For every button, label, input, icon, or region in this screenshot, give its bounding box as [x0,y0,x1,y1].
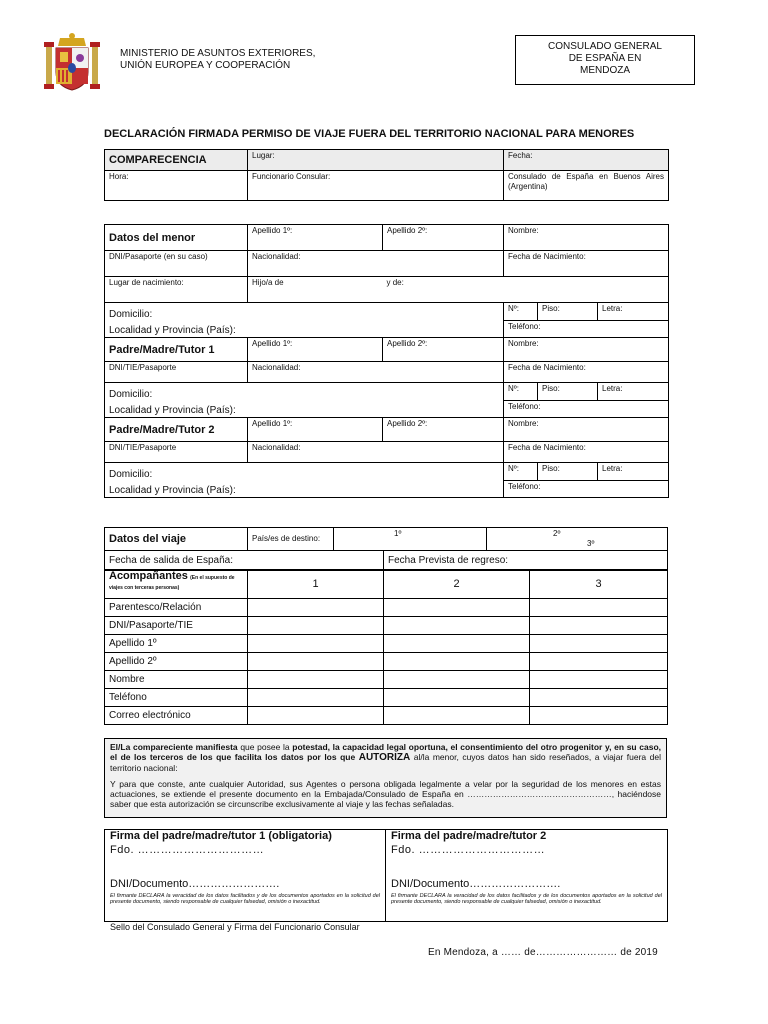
tutor2-fecha-nac-field[interactable]: Fecha de Nacimiento: [504,442,669,463]
menor-domicilio-field[interactable]: Domicilio: [105,303,504,321]
input-cell[interactable] [248,707,384,725]
acompanantes-table [104,569,668,725]
input-cell[interactable] [530,671,668,689]
row-label: Nombre [105,671,248,689]
tutor2-apellido2-field[interactable]: Apellido 2º: [383,418,504,442]
firma-tutor1-dni: DNI/Documento……………………. [110,878,280,890]
ministry-line-2: UNIÓN EUROPEA Y COOPERACIÓN [120,60,291,71]
table-row [105,617,668,635]
input-cell[interactable] [248,635,384,653]
tutor1-n-field[interactable]: Nº: [504,383,538,401]
table-row [105,671,668,689]
ministry-name [120,48,315,72]
input-cell[interactable] [384,617,530,635]
destino-3-label: 3º [587,539,595,548]
tutor2-letra-field[interactable]: Letra: [598,463,669,481]
persons-table [104,224,669,498]
input-cell[interactable] [530,635,668,653]
firma-tutor2-fdo: Fdo. …………………………… [391,844,546,856]
destino-2-3-field[interactable] [487,528,668,551]
tutor2-localidad-field[interactable]: Localidad y Provincia (País): [105,481,504,498]
viaje-heading: Datos del viaje [105,528,248,551]
input-cell[interactable] [530,707,668,725]
menor-nombre-field[interactable]: Nombre: [504,225,669,251]
menor-piso-field[interactable]: Piso: [538,303,598,321]
menor-telefono-field[interactable]: Teléfono: [504,321,669,338]
consulate-line-3: MENDOZA [580,65,630,76]
table-row [105,653,668,671]
tutor2-dni-field[interactable]: DNI/TIE/Pasaporte [105,442,248,463]
declaration-text-2: al/la menor, cuyos datos han sido reseñados, a viajar fuera del territorio nacional: [110,752,661,773]
row-label: Apellido 1º [105,635,248,653]
consulado-field: Consulado de España en Buenos Aires (Argentina) [504,171,669,201]
destino-1-field[interactable]: 1º [334,528,487,551]
input-cell[interactable] [248,617,384,635]
table-row [105,689,668,707]
row-label: DNI/Pasaporte/TIE [105,617,248,635]
tutor1-apellido2-field[interactable]: Apellido 2º: [383,338,504,362]
firma-tutor1-box[interactable] [105,830,386,922]
table-row [105,599,668,617]
menor-heading: Datos del menor [105,225,248,251]
tutor2-nombre-field[interactable]: Nombre: [504,418,669,442]
input-cell[interactable] [248,671,384,689]
document-title: DECLARACIÓN FIRMADA PERMISO DE VIAJE FUERA DEL TERRITORIO NACIONAL PARA MENORES [104,128,635,140]
destino-label: País/es de destino: [248,528,334,551]
comparecencia-table [104,149,669,201]
hora-field[interactable]: Hora: [105,171,248,201]
declaration-compareciente: El/La compareciente manifiesta [110,742,238,752]
tutor1-apellido1-field[interactable]: Apellido 1º: [248,338,383,362]
tutor1-fecha-nac-field[interactable]: Fecha de Nacimiento: [504,362,669,383]
acompanante-col-2: 2 [384,570,530,599]
tutor1-dni-field[interactable]: DNI/TIE/Pasaporte [105,362,248,383]
input-cell[interactable] [384,653,530,671]
input-cell[interactable] [248,653,384,671]
tutor2-domicilio-field[interactable]: Domicilio: [105,463,504,481]
input-cell[interactable] [530,599,668,617]
tutor1-piso-field[interactable]: Piso: [538,383,598,401]
input-cell[interactable] [530,653,668,671]
firma-tutor2-dni: DNI/Documento……………………. [391,878,561,890]
tutor2-nacionalidad-field[interactable]: Nacionalidad: [248,442,504,463]
tutor1-nacionalidad-field[interactable]: Nacionalidad: [248,362,504,383]
declaration-paragraph-2: Y para que conste, ante cualquier Autoridad, sus Agentes o persona obligada legalmente a velar por la seguridad de los menores en estas actuaciones, se extiende el presente documento en la Embajada/Consulado de España en ……………………………………………, haciéndose saber que esta autorización se circunscribe exclusivamente al viaje y las fechas señaladas. [110,779,661,809]
tutor2-piso-field[interactable]: Piso: [538,463,598,481]
menor-apellido1-field[interactable]: Apellido 1º: [248,225,383,251]
menor-dni-field[interactable]: DNI/Pasaporte (en su caso) [105,251,248,277]
menor-y-de-field[interactable]: y de: [383,277,669,303]
menor-localidad-field[interactable]: Localidad y Provincia (País): [105,321,504,338]
tutor1-nombre-field[interactable]: Nombre: [504,338,669,362]
declaration-potestad: potestad, la capacidad legal oportuna, el consentimiento del otro progenitor y, en su caso, el de los terceros de los que facilita los datos por los que [110,742,662,762]
tutor1-heading: Padre/Madre/Tutor 1 [105,338,248,362]
row-label: Parentesco/Relación [105,599,248,617]
menor-letra-field[interactable]: Letra: [598,303,669,321]
input-cell[interactable] [248,689,384,707]
row-label: Teléfono [105,689,248,707]
firma-table [104,829,668,922]
menor-fecha-nac-field[interactable]: Fecha de Nacimiento: [504,251,669,277]
acompanantes-note: (En el supuesto de viajes con terceras personas) [109,575,235,591]
acompanante-col-3: 3 [530,570,668,599]
row-label: Apellido 2º [105,653,248,671]
input-cell[interactable] [384,689,530,707]
acompanante-col-1: 1 [248,570,384,599]
menor-nacionalidad-field[interactable]: Nacionalidad: [248,251,504,277]
tutor1-telefono-field[interactable]: Teléfono: [504,401,669,418]
declaration-box [104,738,667,818]
input-cell[interactable] [384,707,530,725]
tutor2-heading: Padre/Madre/Tutor 2 [105,418,248,442]
input-cell[interactable] [384,635,530,653]
lugar-field[interactable]: Lugar: [248,150,504,171]
place-date-line: En Mendoza, a …… de…………………… de 2019 [428,947,658,958]
input-cell[interactable] [384,599,530,617]
firma-tutor1-fdo: Fdo. …………………………… [110,844,265,856]
consulate-line-1: CONSULADO GENERAL [548,41,662,52]
salida-field[interactable]: Fecha de salida de España: [105,551,384,571]
menor-n-field[interactable]: Nº: [504,303,538,321]
destino-2-label: 2º [553,529,561,538]
tutor2-n-field[interactable]: Nº: [504,463,538,481]
firma-tutor2-box[interactable] [386,830,668,922]
firma-tutor2-disclaimer: El firmante DECLARA la veracidad de los datos facilitados y de los documentos aportados en la solicitud del presente documento, siendo responsable de cualquier falsedad, omisión o inexactitud. [391,893,662,905]
acompanantes-header-cell [105,570,248,599]
comparecencia-heading: COMPARECENCIA [105,150,248,171]
input-cell[interactable] [248,599,384,617]
consulate-line-2: DE ESPAÑA EN [568,53,642,64]
menor-apellido2-field[interactable]: Apellido 2º: [383,225,504,251]
fecha-field[interactable]: Fecha: [504,150,669,171]
tutor2-apellido1-field[interactable]: Apellido 1º: [248,418,383,442]
firma-tutor2-heading: Firma del padre/madre/tutor 2 [391,830,547,842]
input-cell[interactable] [530,689,668,707]
firma-tutor1-disclaimer: El firmante DECLARA la veracidad de los datos facilitados y de los documentos aportados en la solicitud del presente documento, siendo responsable de cualquier falsedad, omisión o inexactitud. [110,893,380,905]
coat-of-arms-logo [44,32,100,92]
ministry-line-1: MINISTERIO DE ASUNTOS EXTERIORES, [120,48,316,59]
tutor2-telefono-field[interactable]: Teléfono: [504,481,669,498]
funcionario-field[interactable]: Funcionario Consular: [248,171,504,201]
declaration-text-1: que posee la [237,742,293,752]
tutor1-letra-field[interactable]: Letra: [598,383,669,401]
declaration-paragraph-1 [110,742,661,773]
table-row [105,707,668,725]
sello-label: Sello del Consulado General y Firma del Funcionario Consular [110,922,360,932]
tutor1-localidad-field[interactable]: Localidad y Provincia (País): [105,401,504,418]
menor-hijo-field[interactable]: Hijo/a de [248,277,383,303]
acompanantes-heading: Acompañantes [109,570,188,582]
viaje-table [104,527,668,571]
input-cell[interactable] [530,617,668,635]
consulate-box [515,35,695,85]
table-row [105,635,668,653]
declaration-autoriza: AUTORIZA [358,752,411,763]
menor-lugar-nac-field[interactable]: Lugar de nacimiento: [105,277,248,303]
firma-tutor1-heading: Firma del padre/madre/tutor 1 (obligatoria) [110,830,332,842]
input-cell[interactable] [384,671,530,689]
row-label: Correo electrónico [105,707,248,725]
tutor1-domicilio-field[interactable]: Domicilio: [105,383,504,401]
regreso-field[interactable]: Fecha Prevista de regreso: [384,551,668,571]
